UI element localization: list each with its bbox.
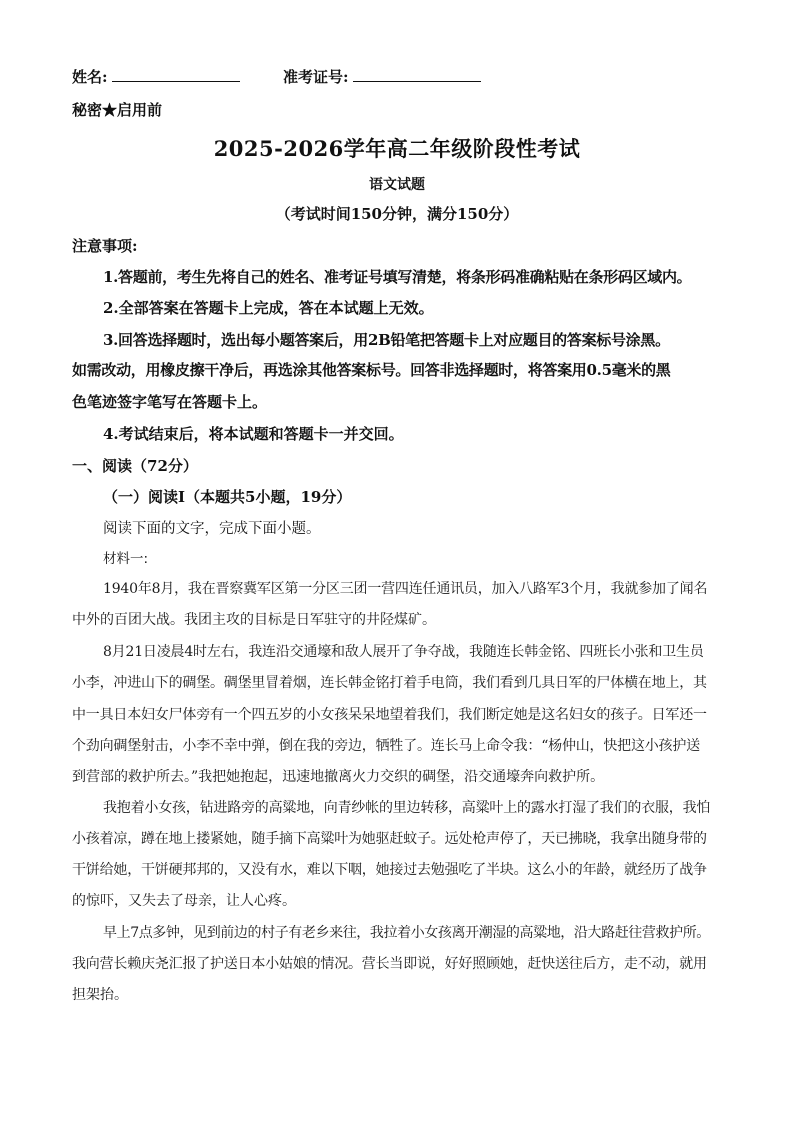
subject-title: 语文试题 <box>369 177 425 193</box>
material-line: 8月21日凌晨4时左右，我连沿交通壕和敌人展开了争夺战，我随连长韩金铭、四班长小张和卫生员 <box>103 644 704 660</box>
material-line: 我向营长赖庆尧汇报了护送日本小姑娘的情况。营长当即说，好好照顾她，赶快送往后方，走不动，就用 <box>72 956 707 972</box>
subsection-heading: （一）阅读Ⅰ（本题共5小题，19分） <box>103 488 352 506</box>
material-line: 早上7点多钟，见到前边的村子有老乡来往，我拉着小女孩离开潮湿的高粱地，沿大路赶往营救护所。 <box>103 925 710 941</box>
material-line: 干饼给她，干饼硬邦邦的，又没有水，难以下咽，她接过去勉强吃了半块。这么小的年龄，就经历了战争 <box>72 862 707 878</box>
material-line: 中一具日本妇女尸体旁有一个四五岁的小女孩呆呆地望着我们，我们断定她是这名妇女的孩子。日军还一 <box>72 707 707 723</box>
section-heading: 一、阅读（72分） <box>72 457 198 475</box>
note-item-3-line-2: 如需改动，用橡皮擦干净后，再选涂其他答案标号。回答非选择题时，将答案用0.5毫米的黑 <box>72 361 671 379</box>
exam-number-label: 准考证号: <box>283 68 349 86</box>
name-blank <box>112 67 240 82</box>
exam-number-field <box>283 66 481 87</box>
material-label: 材料一: <box>103 551 149 567</box>
exam-title: 2025-2026学年高二年级阶段性考试 <box>213 136 581 161</box>
notes-heading: 注意事项: <box>72 237 138 255</box>
material-line: 小孩着凉，蹲在地上搂紧她，随手摘下高粱叶为她驱赶蚊子。远处枪声停了，天已拂晓，我拿出随身带的 <box>72 831 707 847</box>
note-item-3-line-1: 3.回答选择题时，选出每小题答案后，用2B铅笔把答题卡上对应题目的答案标号涂黑。 <box>103 331 670 349</box>
reading-instruction: 阅读下面的文字，完成下面小题。 <box>103 521 321 537</box>
material-line: 中外的百团大战。我团主攻的目标是日军驻守的井陉煤矿。 <box>72 612 436 628</box>
exam-number-blank <box>353 67 481 82</box>
material-line: 个劲向碉堡射击，小李不幸中弹，倒在我的旁边，牺牲了。连长马上命令我：“杨仲山，快把这小孩护送 <box>72 738 700 754</box>
secret-label: 秘密★启用前 <box>72 101 163 119</box>
material-line: 的惊吓，又失去了母亲，让人心疼。 <box>72 893 296 909</box>
time-info: （考试时间150分钟，满分150分） <box>275 205 519 223</box>
material-line: 担架抬。 <box>72 987 128 1003</box>
material-line: 1940年8月，我在晋察冀军区第一分区三团一营四连任通讯员，加入八路军3个月，我就参加了闻名 <box>103 581 708 597</box>
material-line: 到营部的救护所去。”我把她抱起，迅速地撤离火力交织的碉堡，沿交通壕奔向救护所。 <box>72 769 605 785</box>
note-item-1: 1.答题前，考生先将自己的姓名、准考证号填写清楚，将条形码准确粘贴在条形码区域内。 <box>103 268 692 286</box>
note-item-4: 4.考试结束后，将本试题和答题卡一并交回。 <box>103 425 404 443</box>
name-label: 姓名: <box>72 68 108 86</box>
note-item-2: 2.全部答案在答题卡上完成，答在本试题上无效。 <box>103 299 434 317</box>
name-field <box>72 66 240 87</box>
material-line: 小李，冲进山下的碉堡。碉堡里冒着烟，连长韩金铭打着手电筒，我们看到几具日军的尸体横在地上，其 <box>72 675 707 691</box>
note-item-3-line-3: 色笔迹签字笔写在答题卡上。 <box>72 393 268 411</box>
material-line: 我抱着小女孩，钻进路旁的高粱地，向青纱帐的里边转移，高粱叶上的露水打湿了我们的衣服，我怕 <box>103 800 711 816</box>
